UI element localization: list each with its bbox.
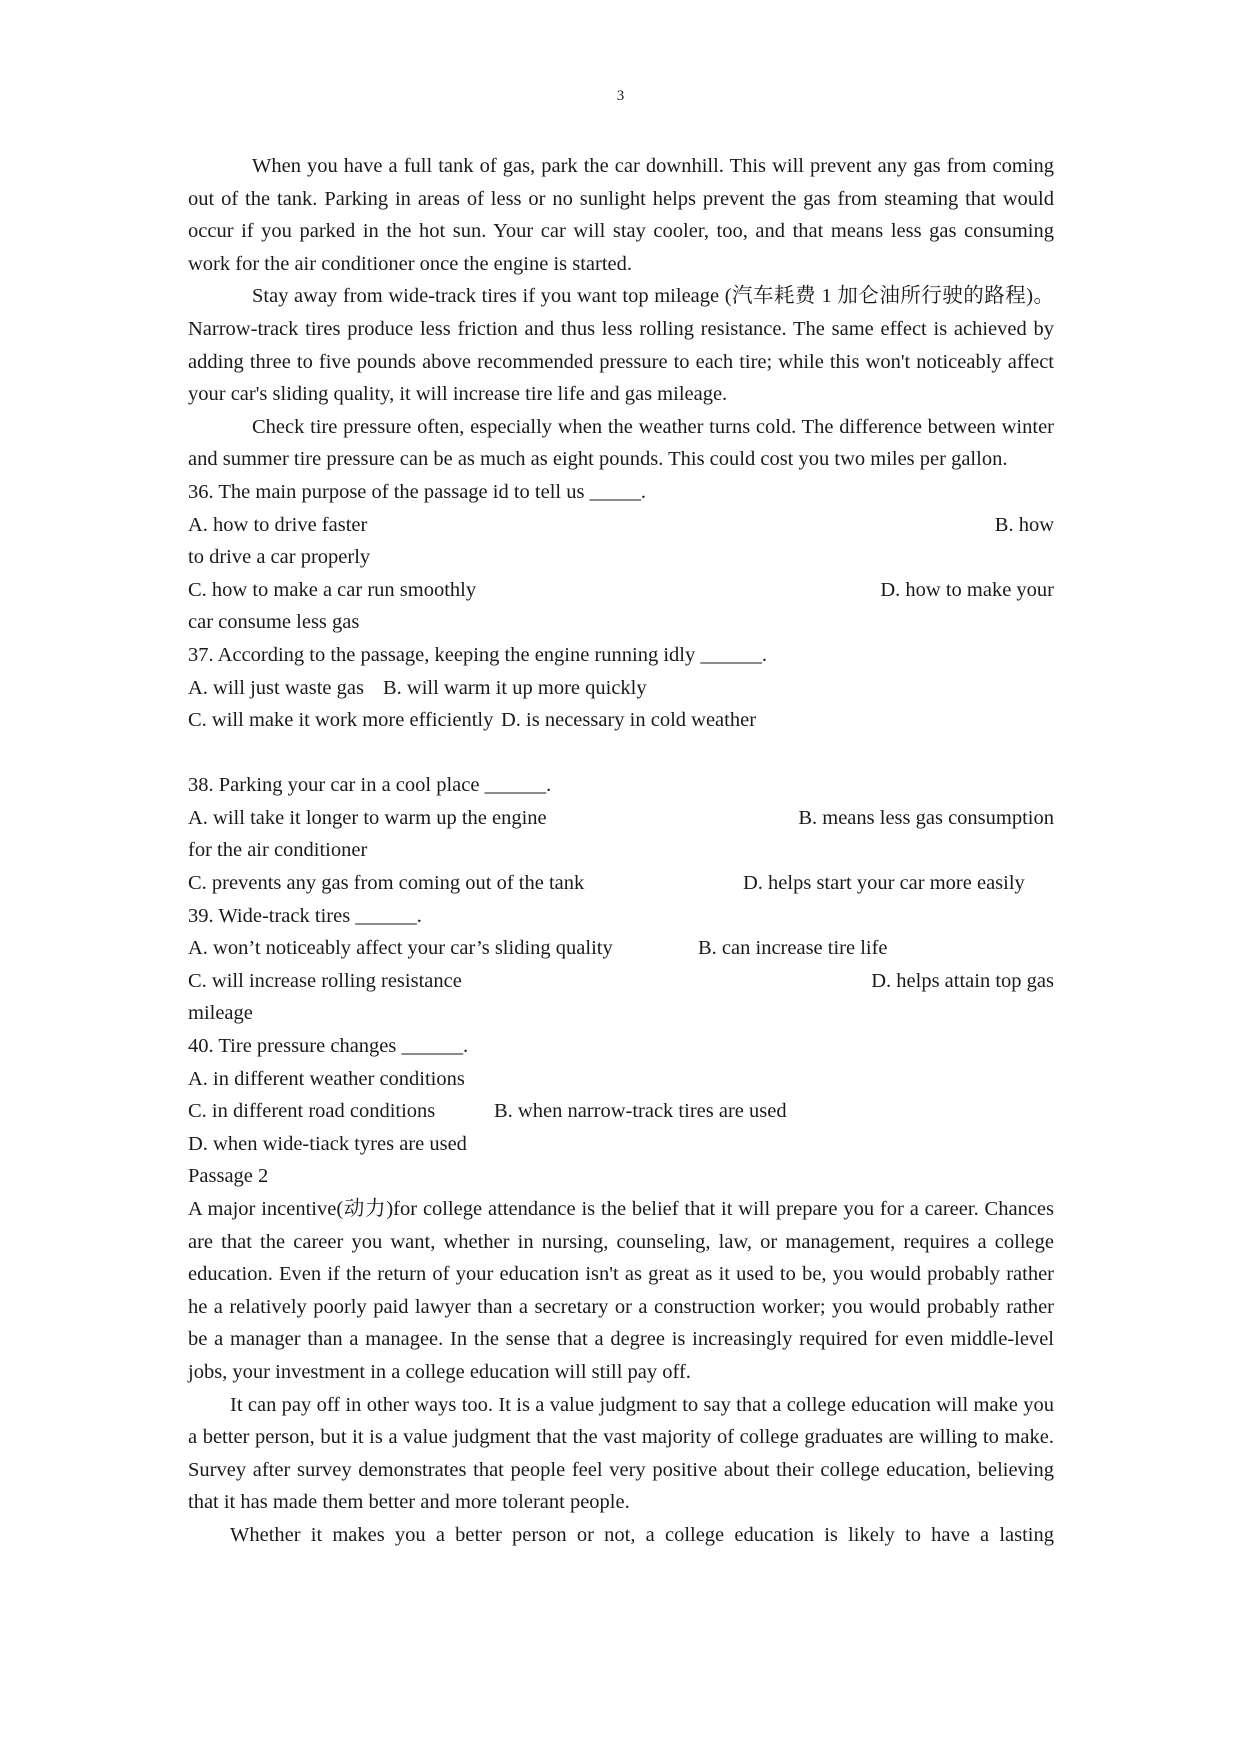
question-38-options-row-1 <box>188 802 1054 835</box>
question-36-stem: 36. The main purpose of the passage id to tell us _____. <box>188 480 646 503</box>
passage1-paragraph-1: When you have a full tank of gas, park the car downhill. This will prevent any gas from coming out of the tank. Parking in areas of less or no sunlight helps prevent the gas from steaming that would occur if you parked in the hot sun. Your car will stay cooler, too, and that means less gas consuming work for the air conditioner once the engine is started. <box>188 155 1054 275</box>
question-36-option-b-continued: to drive a car properly <box>188 546 371 569</box>
question-40-option-b: B. when narrow-track tires are used <box>494 1100 787 1123</box>
question-38-stem: 38. Parking your car in a cool place ______. <box>188 774 552 797</box>
passage2-paragraph-1: A major incentive(动力)for college attendance is the belief that it will prepare you for a career. Chances are that the career you want, whether in nursing, counseling, law, or management, requires a college education. Even if the return of your education isn't as great as it used to be, you would probably rather he a relatively poorly paid lawyer than a secretary or a construction worker; you would probably rather be a manager than a managee. In the sense that a degree is increasingly required for even middle-level jobs, your investment in a college education will still pay off. <box>188 1198 1054 1383</box>
question-39-option-b: B. can increase tire life <box>698 937 888 960</box>
question-36-option-a: A. how to drive faster <box>188 513 368 536</box>
question-38-option-b: B. means less gas consumption <box>798 806 1054 829</box>
question-38-option-d: D. helps start your car more easily <box>743 872 1025 895</box>
question-40-option-d: D. when wide-tiack tyres are used <box>188 1132 467 1155</box>
passage2-heading: Passage 2 <box>188 1165 269 1188</box>
question-40-option-c: C. in different road conditions <box>188 1100 436 1123</box>
question-39-stem: 39. Wide-track tires ______. <box>188 904 422 927</box>
question-36-option-c: C. how to make a car run smoothly <box>188 578 477 601</box>
question-39-option-a: A. won’t noticeably affect your car’s sliding quality <box>188 937 613 960</box>
blank-line <box>188 737 1054 770</box>
question-37-option-a: A. will just waste gas <box>188 676 364 699</box>
passage2-paragraph-3: Whether it makes you a better person or not, a college education is likely to have a lasting <box>230 1523 1054 1546</box>
question-39-option-c: C. will increase rolling resistance <box>188 969 462 992</box>
question-40-stem: 40. Tire pressure changes ______. <box>188 1035 469 1058</box>
question-37-option-d: D. is necessary in cold weather <box>501 709 757 732</box>
question-37-options-row-1 <box>188 672 1054 705</box>
question-40-options-row <box>188 1095 1054 1128</box>
question-38-option-c: C. prevents any gas from coming out of the tank <box>188 872 585 895</box>
question-40-option-a: A. in different weather conditions <box>188 1067 465 1090</box>
question-37-options-row-2 <box>188 704 1054 737</box>
question-38-option-b-continued: for the air conditioner <box>188 839 368 862</box>
passage1-paragraph-3: Check tire pressure often, especially when the weather turns cold. The difference between winter and summer tire pressure can be as much as eight pounds. This could cost you two miles per gallon. <box>188 415 1054 471</box>
question-39-options-row-1 <box>188 932 1054 965</box>
question-38-options-row-2 <box>188 867 1054 900</box>
question-37-option-c: C. will make it work more efficiently <box>188 709 494 732</box>
question-36-option-b: B. how <box>994 513 1054 536</box>
question-36-options-row-1 <box>188 509 1054 542</box>
question-36-option-d: D. how to make your <box>880 578 1054 601</box>
page-content <box>188 150 1054 1552</box>
passage1-paragraph-2: Stay away from wide-track tires if you want top mileage (汽车耗费 1 加仑油所行驶的路程)。Narrow-track tires produce less friction and thus less rolling resistance. The same effect is achieved by adding three to five pounds above recommended pressure to each tire; while this won't noticeably affect your car's sliding quality, it will increase tire life and gas mileage. <box>188 285 1054 406</box>
question-37-stem: 37. According to the passage, keeping the engine running idly ______. <box>188 643 768 666</box>
question-37-option-b: B. will warm it up more quickly <box>383 676 647 699</box>
question-38-option-a: A. will take it longer to warm up the engine <box>188 806 547 829</box>
passage2-paragraph-2: It can pay off in other ways too. It is a value judgment to say that a college education will make you a better person, but it is a value judgment that the vast majority of college graduates are willing to make. Survey after survey demonstrates that people feel very positive about their college education, believing that it has made them better and more tolerant people. <box>188 1393 1054 1514</box>
question-39-options-row-2 <box>188 965 1054 998</box>
question-36-option-d-continued: car consume less gas <box>188 611 360 634</box>
question-39-option-d: D. helps attain top gas <box>871 969 1054 992</box>
page-number: 3 <box>616 88 625 104</box>
question-36-options-row-2 <box>188 574 1054 607</box>
question-39-option-d-continued: mileage <box>188 1002 253 1025</box>
